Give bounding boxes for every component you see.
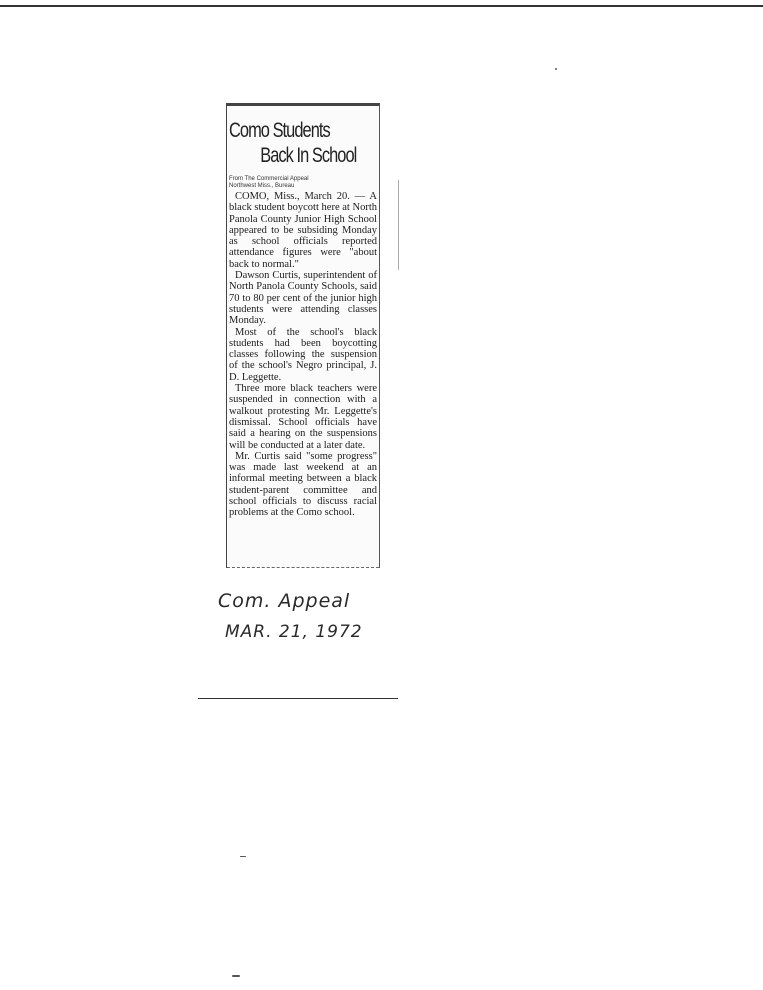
horizontal-rule xyxy=(198,698,398,699)
paragraph-5: Mr. Curtis said "some progress" was made last weekend at an informal meeting between a black student-parent committee and school officials to discuss racial problems at the Como school. xyxy=(229,450,377,519)
handwritten-source-note: Com. Appeal xyxy=(218,590,351,612)
handwritten-date-note: MAR. 21, 1972 xyxy=(225,622,363,642)
headline-line-1: Como Students xyxy=(229,119,330,142)
newspaper-clipping xyxy=(226,103,380,568)
paragraph-3: Most of the school's black students had been boycotting classes following the suspension of the school's Negro principal, J. D. Leggette. xyxy=(229,326,377,383)
paragraph-2: Dawson Curtis, superintendent of North Panola County Schools, said 70 to 80 per cent of the junior high students were attending classes Monday. xyxy=(229,270,377,327)
scan-top-edge xyxy=(0,0,763,7)
scan-speck xyxy=(398,180,399,270)
clipping-headline xyxy=(229,118,377,168)
source-line-2: Northwest Miss., Bureau xyxy=(229,183,295,189)
paragraph-4: Three more black teachers were suspended in connection with a walkout protesting Mr. Leggette's dismissal. School officials have said a hearing on the suspensions will be conducted at a later date. xyxy=(229,383,377,451)
scan-speck xyxy=(240,856,246,857)
clipping-body xyxy=(229,191,377,519)
source-line-1: From The Commercial Appeal xyxy=(229,176,309,182)
paragraph-1: COMO, Miss., March 20. — A black student boycott here at North Panola County Junior High School appeared to be subsiding Monday as school officials reported attendance figures were "about back to normal." xyxy=(229,191,377,270)
clipping-source xyxy=(229,176,377,190)
headline-line-2: Back In School xyxy=(260,144,357,167)
scan-speck xyxy=(555,68,557,70)
clipping-bottom-edge xyxy=(227,567,379,571)
scan-speck xyxy=(232,975,240,977)
